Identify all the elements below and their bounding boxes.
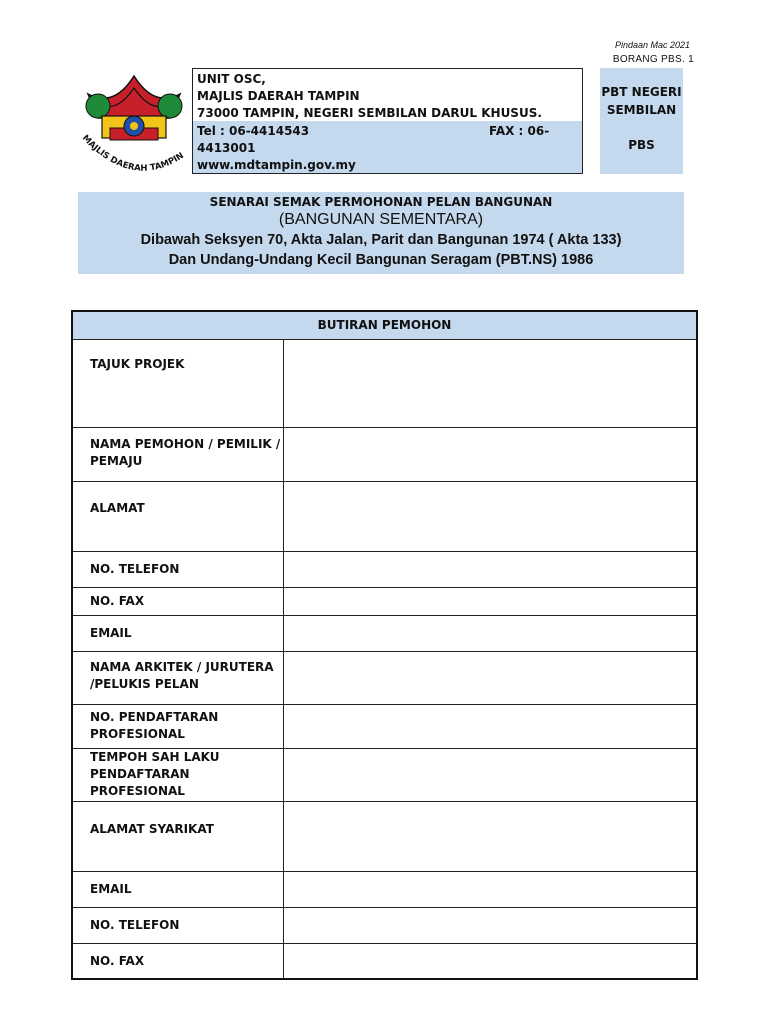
- field-alamat-syarikat[interactable]: [283, 801, 697, 871]
- pbt-line-2: SEMBILAN: [606, 103, 677, 117]
- title-box: [78, 192, 684, 274]
- label-tempoh-sah-laku: TEMPOH SAH LAKU PENDAFTARAN PROFESIONAL: [72, 748, 283, 801]
- pbt-line-3: PBS: [628, 138, 655, 152]
- field-email[interactable]: [283, 615, 697, 651]
- title-line-1: SENARAI SEMAK PERMOHONAN PELAN BANGUNAN: [209, 195, 553, 209]
- address-box: [192, 68, 583, 174]
- label-alamat-syarikat: ALAMAT SYARIKAT: [72, 801, 283, 871]
- label-email: EMAIL: [72, 615, 283, 651]
- council-logo: [74, 66, 194, 178]
- title-line-4: Dan Undang-Undang Kecil Bangunan Seragam (PBT.NS) 1986: [168, 252, 594, 268]
- field-no-telefon-syarikat[interactable]: [283, 907, 697, 943]
- field-no-telefon[interactable]: [283, 551, 697, 587]
- field-tempoh-sah-laku[interactable]: [283, 748, 697, 801]
- logo-text: MAJLIS DAERAH TAMPIN: [79, 133, 186, 174]
- label-nama-arkitek: NAMA ARKITEK / JURUTERA /PELUKIS PELAN: [72, 651, 283, 704]
- field-email-syarikat[interactable]: [283, 871, 697, 907]
- address-line-3: 73000 TAMPIN, NEGERI SEMBILAN DARUL KHUSUS.: [197, 106, 542, 120]
- pbt-box: [600, 68, 683, 174]
- label-tajuk-projek: TAJUK PROJEK: [72, 339, 283, 427]
- field-nama-arkitek[interactable]: [283, 651, 697, 704]
- label-no-telefon-syarikat: NO. TELEFON: [72, 907, 283, 943]
- telephone: Tel : 06-4414543: [197, 124, 310, 138]
- field-tajuk-projek[interactable]: [283, 339, 697, 427]
- label-no-telefon: NO. TELEFON: [72, 551, 283, 587]
- website: www.mdtampin.gov.my: [197, 158, 356, 172]
- pbt-line-1: PBT NEGERI: [601, 85, 682, 99]
- label-email-syarikat: EMAIL: [72, 871, 283, 907]
- field-no-fax-syarikat[interactable]: [283, 943, 697, 979]
- label-no-fax: NO. FAX: [72, 587, 283, 615]
- table-header: BUTIRAN PEMOHON: [72, 311, 697, 339]
- form-code: BORANG PBS. 1: [612, 54, 694, 65]
- field-no-pendaftaran[interactable]: [283, 704, 697, 748]
- fax-continued: 4413001: [197, 141, 256, 155]
- field-nama-pemohon[interactable]: [283, 427, 697, 481]
- title-line-3: Dibawah Seksyen 70, Akta Jalan, Parit dan Bangunan 1974 ( Akta 133): [140, 232, 622, 248]
- address-line-2: MAJLIS DAERAH TAMPIN: [197, 89, 360, 103]
- address-line-1: UNIT OSC,: [197, 72, 266, 86]
- applicant-details-table: [71, 310, 698, 980]
- title-line-2: (BANGUNAN SEMENTARA): [278, 211, 484, 228]
- label-no-fax-syarikat: NO. FAX: [72, 943, 283, 979]
- label-alamat: ALAMAT: [72, 481, 283, 551]
- label-nama-pemohon: NAMA PEMOHON / PEMILIK / PEMAJU: [72, 427, 283, 481]
- field-no-fax[interactable]: [283, 587, 697, 615]
- label-no-pendaftaran: NO. PENDAFTARAN PROFESIONAL: [72, 704, 283, 748]
- amendment-note: Pindaan Mac 2021: [614, 40, 690, 50]
- fax: FAX : 06-: [489, 124, 550, 138]
- field-alamat[interactable]: [283, 481, 697, 551]
